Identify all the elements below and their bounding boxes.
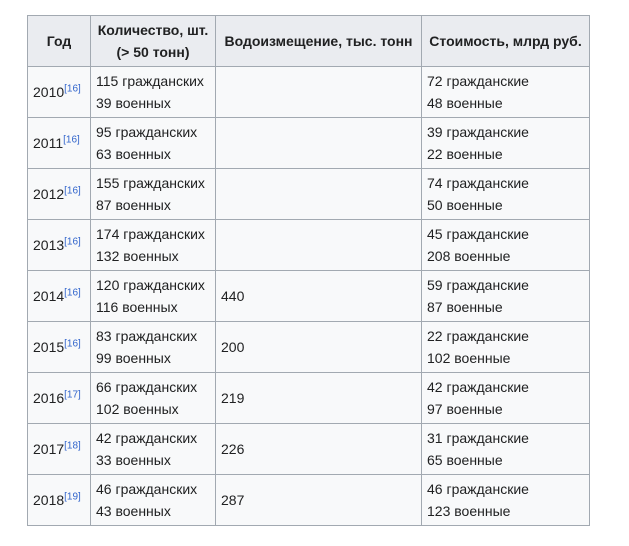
count-military: 63 военных bbox=[96, 146, 171, 162]
cost-civil: 59 гражданские bbox=[427, 276, 529, 293]
cell-count bbox=[91, 373, 216, 424]
table-row bbox=[28, 322, 590, 373]
cell-cost bbox=[422, 220, 590, 271]
header-count-line1: Количество, шт. bbox=[97, 21, 209, 38]
count-military: 116 военных bbox=[96, 299, 178, 315]
reference-link[interactable]: [16] bbox=[64, 83, 81, 95]
cell-count bbox=[91, 475, 216, 526]
count-military: 33 военных bbox=[96, 452, 171, 468]
cell-displacement bbox=[216, 118, 422, 169]
table-row bbox=[28, 220, 590, 271]
year-value: 2016 bbox=[33, 389, 65, 406]
cell-cost bbox=[422, 169, 590, 220]
cell-year bbox=[28, 67, 91, 118]
cell-count bbox=[91, 322, 216, 373]
table-row bbox=[28, 118, 590, 169]
reference-link[interactable]: [16] bbox=[64, 236, 81, 248]
count-military: 43 военных bbox=[96, 503, 171, 519]
cell-count bbox=[91, 118, 216, 169]
count-civil: 120 гражданских bbox=[96, 276, 205, 293]
cell-count bbox=[91, 220, 216, 271]
cell-cost bbox=[422, 67, 590, 118]
cell-year bbox=[28, 424, 91, 475]
cell-displacement: 226 bbox=[216, 424, 422, 475]
cell-year bbox=[28, 322, 91, 373]
count-military: 39 военных bbox=[96, 95, 171, 111]
count-civil: 155 гражданских bbox=[96, 174, 205, 191]
year-value: 2012 bbox=[33, 185, 65, 202]
cost-military: 102 военные bbox=[427, 350, 511, 366]
header-count[interactable] bbox=[91, 16, 216, 67]
reference-link[interactable]: [16] bbox=[64, 185, 81, 197]
count-civil: 66 гражданских bbox=[96, 378, 198, 395]
year-value: 2018 bbox=[33, 491, 65, 508]
cell-year bbox=[28, 271, 91, 322]
reference-link[interactable]: [18] bbox=[64, 440, 81, 452]
table-row bbox=[28, 424, 590, 475]
year-value: 2015 bbox=[33, 338, 65, 355]
cell-cost bbox=[422, 271, 590, 322]
year-value: 2014 bbox=[33, 287, 65, 304]
cost-military: 65 военные bbox=[427, 452, 503, 468]
count-civil: 83 гражданских bbox=[96, 327, 198, 344]
cost-civil: 72 гражданские bbox=[427, 72, 529, 89]
cell-cost bbox=[422, 475, 590, 526]
table-row bbox=[28, 169, 590, 220]
year-value: 2017 bbox=[33, 440, 65, 457]
cost-civil: 74 гражданские bbox=[427, 174, 529, 191]
cost-civil: 22 гражданские bbox=[427, 327, 529, 344]
cell-year bbox=[28, 118, 91, 169]
cost-civil: 31 гражданские bbox=[427, 429, 529, 446]
cost-military: 97 военные bbox=[427, 401, 503, 417]
reference-link[interactable]: [16] bbox=[64, 338, 81, 350]
cell-displacement bbox=[216, 220, 422, 271]
cell-count bbox=[91, 424, 216, 475]
table-row bbox=[28, 475, 590, 526]
cell-displacement: 440 bbox=[216, 271, 422, 322]
year-value: 2011 bbox=[33, 134, 64, 151]
table-row bbox=[28, 373, 590, 424]
cost-military: 87 военные bbox=[427, 299, 503, 315]
count-military: 102 военных bbox=[96, 401, 179, 417]
table-header-row bbox=[28, 16, 590, 67]
reference-link[interactable]: [17] bbox=[64, 389, 81, 401]
count-military: 87 военных bbox=[96, 197, 171, 213]
table-body bbox=[28, 67, 590, 526]
header-cost[interactable]: Стоимость, млрд руб. bbox=[422, 16, 590, 67]
cell-year bbox=[28, 475, 91, 526]
cost-military: 208 военные bbox=[427, 248, 511, 264]
cell-displacement: 287 bbox=[216, 475, 422, 526]
cell-count bbox=[91, 271, 216, 322]
cell-displacement bbox=[216, 169, 422, 220]
year-value: 2010 bbox=[33, 83, 65, 100]
count-military: 99 военных bbox=[96, 350, 171, 366]
table-row bbox=[28, 67, 590, 118]
cost-civil: 42 гражданские bbox=[427, 378, 529, 395]
shipbuilding-table bbox=[27, 15, 590, 526]
cost-military: 123 военные bbox=[427, 503, 511, 519]
count-military: 132 военных bbox=[96, 248, 179, 264]
cell-count bbox=[91, 67, 216, 118]
header-displacement[interactable]: Водоизмещение, тыс. тонн bbox=[216, 16, 422, 67]
cell-year bbox=[28, 220, 91, 271]
cell-count bbox=[91, 169, 216, 220]
count-civil: 174 гражданских bbox=[96, 225, 205, 242]
cell-cost bbox=[422, 373, 590, 424]
cell-displacement: 200 bbox=[216, 322, 422, 373]
cell-cost bbox=[422, 424, 590, 475]
count-civil: 42 гражданских bbox=[96, 429, 198, 446]
cell-displacement bbox=[216, 67, 422, 118]
reference-link[interactable]: [19] bbox=[64, 491, 81, 503]
cost-civil: 39 гражданские bbox=[427, 123, 529, 140]
cost-military: 22 военные bbox=[427, 146, 503, 162]
cell-displacement: 219 bbox=[216, 373, 422, 424]
cell-cost bbox=[422, 322, 590, 373]
reference-link[interactable]: [16] bbox=[64, 287, 81, 299]
cost-military: 48 военные bbox=[427, 95, 503, 111]
count-civil: 115 гражданских bbox=[96, 72, 204, 89]
header-count-line2: (> 50 тонн) bbox=[116, 44, 190, 60]
cost-civil: 46 гражданские bbox=[427, 480, 529, 497]
reference-link[interactable]: [16] bbox=[63, 134, 80, 146]
cost-military: 50 военные bbox=[427, 197, 503, 213]
count-civil: 46 гражданских bbox=[96, 480, 198, 497]
cost-civil: 45 гражданские bbox=[427, 225, 529, 242]
cell-year bbox=[28, 169, 91, 220]
count-civil: 95 гражданских bbox=[96, 123, 198, 140]
header-year[interactable]: Год bbox=[28, 16, 91, 67]
cell-year bbox=[28, 373, 91, 424]
year-value: 2013 bbox=[33, 236, 65, 253]
table-row bbox=[28, 271, 590, 322]
data-table-container bbox=[27, 15, 590, 526]
cell-cost bbox=[422, 118, 590, 169]
